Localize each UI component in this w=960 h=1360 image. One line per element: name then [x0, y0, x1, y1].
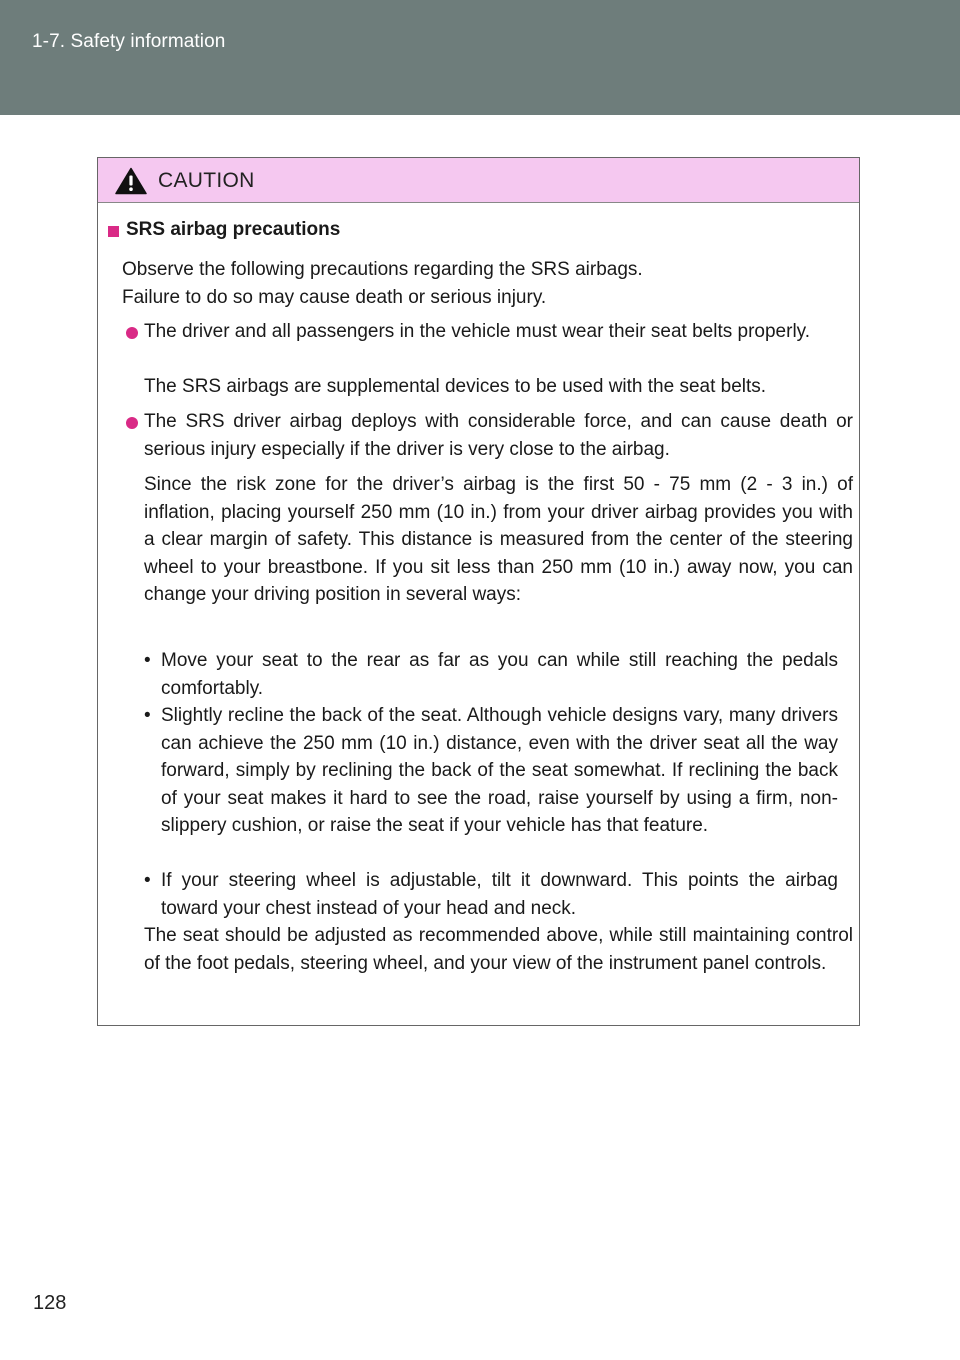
caution-box [97, 157, 860, 1026]
intro-line-1: Observe the following precautions regarding the SRS airbags. [122, 259, 643, 280]
dot-marker: • [144, 705, 151, 726]
header-bar [0, 0, 960, 115]
dot-marker: • [144, 650, 151, 671]
list-item-text: Slightly recline the back of the seat. Although vehicle designs vary, many drivers can achieve the 250 mm (10 in.) distance, even with the driver seat all the way forward, simply by reclining the back of the seat somewhat. If reclining the back of your seat makes it hard to see the road, raise yourself by using a firm, non-slippery cushion, or raise the seat if your vehicle has that feature. [161, 705, 838, 836]
list-item [144, 867, 844, 927]
list-item [144, 702, 844, 872]
bullet-2-text: The SRS driver airbag deploys with considerable force, and can cause death or serious injury especially if the driver is very close to the airbag. [144, 411, 853, 460]
caution-label: CAUTION [158, 169, 255, 192]
closing-paragraph: The seat should be adjusted as recommended above, while still maintaining control of the foot pedals, steering wheel, and your view of the instrument panel controls. [144, 925, 853, 974]
list-item [144, 647, 844, 707]
subheading: SRS airbag precautions [126, 219, 341, 240]
list-item-text: If your steering wheel is adjustable, tilt it downward. This points the airbag toward your chest instead of your head and neck. [161, 870, 838, 919]
section-title: 1-7. Safety information [32, 31, 226, 52]
warning-triangle-icon [115, 167, 147, 195]
square-bullet-icon [108, 226, 119, 237]
list-item-text: Move your seat to the rear as far as you can while still reaching the pedals comfortably. [161, 650, 838, 699]
bullet-1-continuation: The SRS airbags are supplemental devices to be used with the seat belts. [144, 376, 767, 397]
intro-line-2: Failure to do so may cause death or serious injury. [122, 287, 547, 308]
round-bullet-icon [126, 417, 138, 429]
caution-header [98, 158, 859, 203]
page-number: 128 [33, 1292, 67, 1314]
dot-marker: • [144, 870, 151, 891]
risk-zone-paragraph: Since the risk zone for the driver’s airbag is the first 50 - 75 mm (2 - 3 in.) of inflation, placing yourself 250 mm (10 in.) from your driver airbag provides you with a clear margin of safety. This distance is measured from the center of the steering wheel to your breastbone. If you sit less than 250 mm (10 in.) away now, you can change your driving position in several ways: [144, 474, 853, 605]
bullet-1-text: The driver and all passengers in the vehicle must wear their seat belts properly. [144, 321, 811, 342]
round-bullet-icon [126, 327, 138, 339]
